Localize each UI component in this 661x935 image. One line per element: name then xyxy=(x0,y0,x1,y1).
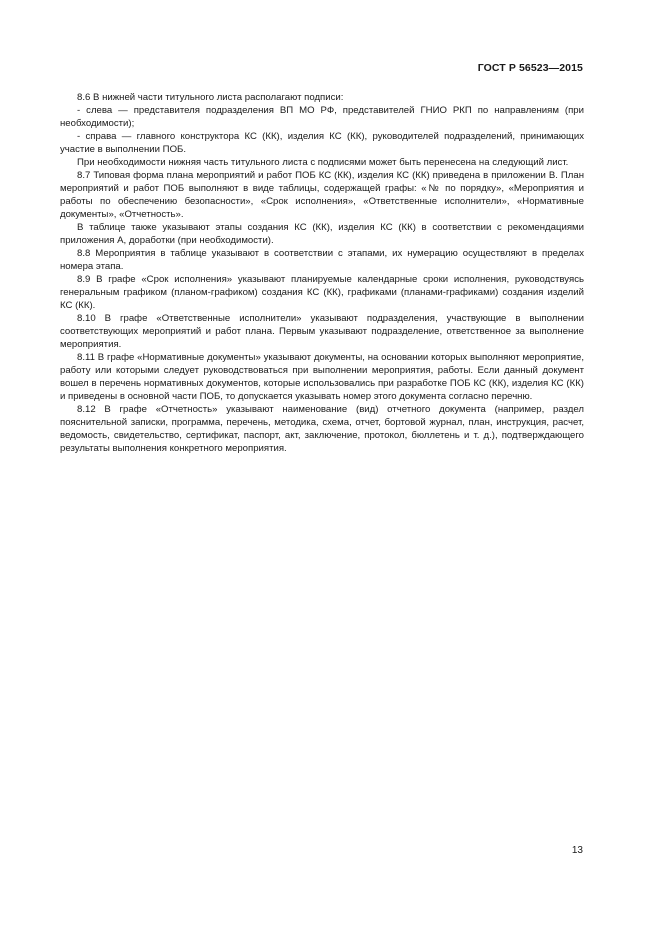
document-body xyxy=(60,91,584,455)
standard-designation: ГОСТ Р 56523—2015 xyxy=(477,62,583,74)
paragraph-stages: В таблице также указывают этапы создания КС (КК), изделия КС (КК) в соответствии с рекомендациями приложения А, доработки (при необходимости). xyxy=(60,222,584,246)
paragraph-8-6: 8.6 В нижней части титульного листа располагают подписи: xyxy=(77,92,344,103)
paragraph-8-12: 8.12 В графе «Отчетность» указывают наименование (вид) отчетного документа (например, раздел пояснительной записки, программа, перечень, методика, схема, отчет, бортовой журнал, план, инструкция, расчет, ведомость, свидетельство, сертификат, паспорт, акт, заключение, протокол, бюллетень и т. д.), подтверждающего результаты выполнения конкретного мероприятия. xyxy=(60,404,584,454)
paragraph-8-7: 8.7 Типовая форма плана мероприятий и работ ПОБ КС (КК), изделия КС (КК) приведена в приложении В. План мероприятий и работ ПОБ выполняют в виде таблицы, содержащей графы: «№ по порядку», «Мероприятия и работы по обеспечению безопасности», «Срок исполнения», «Ответственные исполнители», «Нормативные документы», «Отчетность». xyxy=(60,170,584,220)
list-item-left-signatures: - слева — представителя подразделения ВП МО РФ, представителей ГНИО РКП по направлениям (при необходимости); xyxy=(60,105,584,129)
paragraph-8-8: 8.8 Мероприятия в таблице указывают в соответствии с этапами, их нумерацию осуществляют в пределах номера этапа. xyxy=(60,248,584,272)
paragraph-8-9: 8.9 В графе «Срок исполнения» указывают планируемые календарные сроки исполнения, руководствуясь генеральным графиком (планом-графиком) создания КС (КК), графиками (планами-графиками) создания изделий КС (КК). xyxy=(60,274,584,311)
paragraph-signatures-transfer: При необходимости нижняя часть титульного листа с подписями может быть перенесена на следующий лист. xyxy=(77,157,569,168)
paragraph-8-11: 8.11 В графе «Нормативные документы» указывают документы, на основании которых выполняют мероприятие, работу или которыми следует руководствоваться при выполнении мероприятия, работы. Если данный документ вошел в перечень нормативных документов, которые использовались при разработке ПОБ КС (КК), изделия КС (КК) и приведены в основной части ПОБ, то допускается указывать номер этого документа согласно перечню. xyxy=(60,352,584,402)
list-item-right-signatures: - справа — главного конструктора КС (КК), изделия КС (КК), руководителей подразделений, принимающих участие в выполнении ПОБ. xyxy=(60,131,584,155)
paragraph-8-10: 8.10 В графе «Ответственные исполнители» указывают подразделения, участвующие в выполнении соответствующих мероприятий и работ плана. Первым указывают подразделение, ответственное за выполнение мероприятия. xyxy=(60,313,584,350)
page-number: 13 xyxy=(571,845,583,856)
